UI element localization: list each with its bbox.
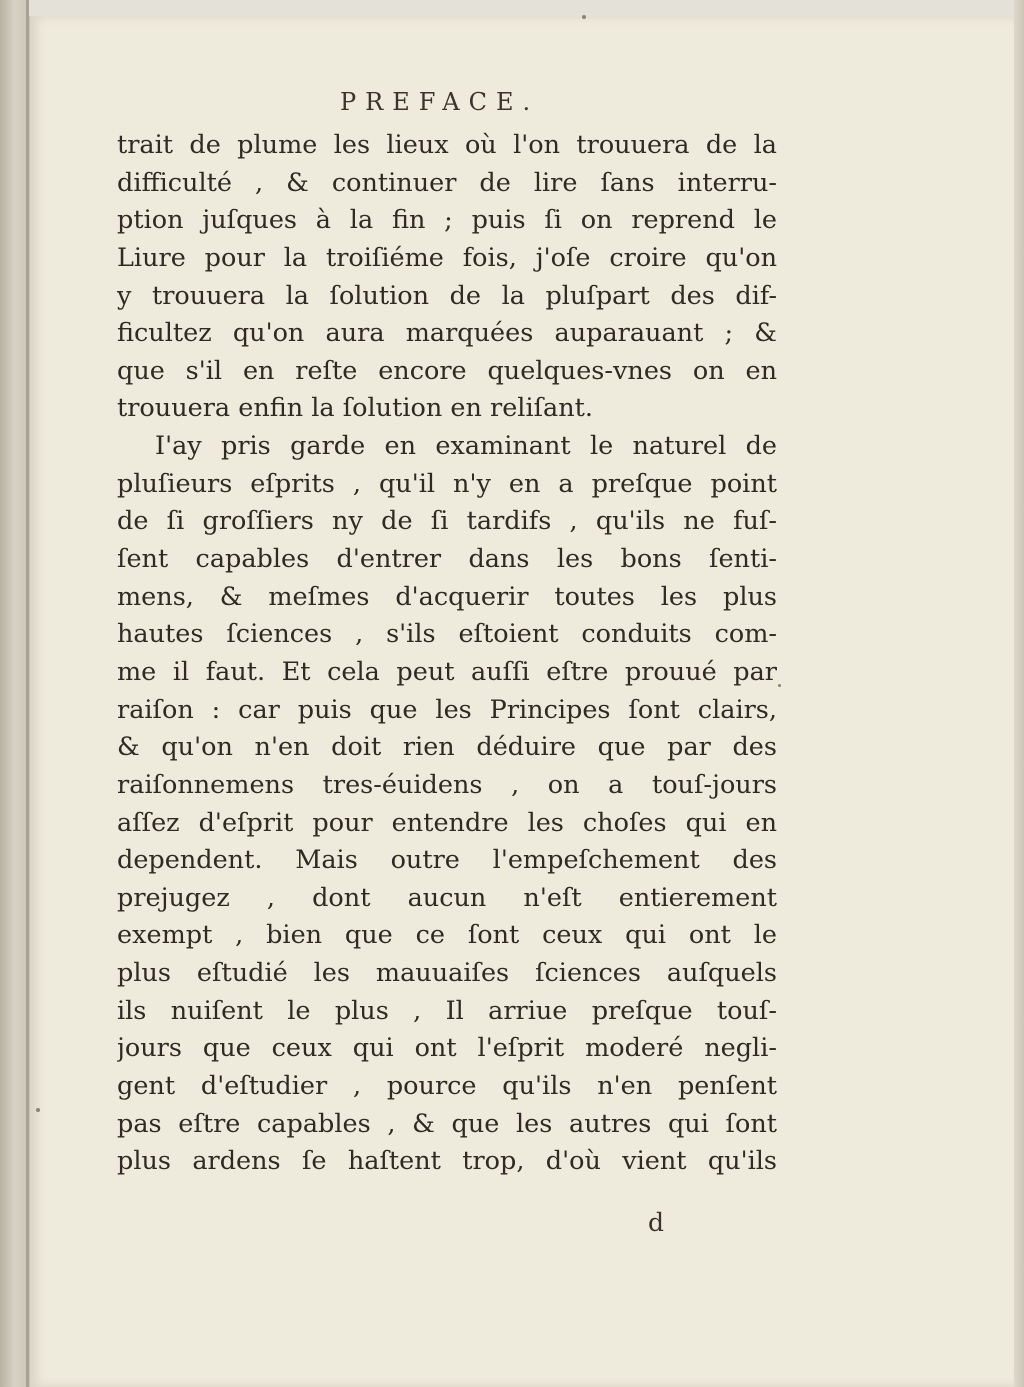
text-block bbox=[117, 127, 777, 1181]
paragraph-2 bbox=[117, 428, 777, 1181]
paper-speck bbox=[582, 15, 586, 19]
text-line: & qu'on n'en doit rien déduire que par des bbox=[117, 732, 777, 763]
text-line: ils nuiſent le plus , Il arriue preſque touſ- bbox=[117, 995, 777, 1026]
text-line: me il faut. Et cela peut auſſi eſtre prouué par bbox=[117, 656, 777, 687]
text-line: que s'il en reſte encore quelques-vnes on en bbox=[117, 355, 777, 386]
text-line: I'ay pris garde en examinant le naturel de bbox=[155, 431, 777, 462]
text-line: difficulté , & continuer de lire ſans interru- bbox=[117, 167, 777, 198]
text-line: trouuera enfin la ſolution en reliſant. bbox=[117, 393, 594, 424]
text-line: pluſieurs eſprits , qu'il n'y en a preſque point bbox=[117, 468, 777, 499]
text-line: ption juſques à la fin ; puis ſi on reprend le bbox=[117, 205, 777, 236]
text-line: y trouuera la ſolution de la pluſpart des dif- bbox=[117, 280, 777, 311]
text-line: gent d'eſtudier , pource qu'ils n'en penſent bbox=[117, 1071, 777, 1102]
text-line: pas eſtre capables , & que les autres qui ſont bbox=[117, 1108, 777, 1139]
text-line: plus eſtudié les mauuaiſes ſciences auſquels bbox=[117, 958, 777, 989]
paper-speck bbox=[778, 684, 781, 687]
text-line: raiſonnemens tres-éuidens , on a touſ-jours bbox=[117, 769, 777, 800]
page-right-edge bbox=[1014, 0, 1024, 1387]
text-line: Liure pour la troiſiéme fois, j'oſe croire qu'on bbox=[117, 242, 777, 273]
text-line: mens, & meſmes d'acquerir toutes les plus bbox=[117, 581, 777, 612]
paragraph-1 bbox=[117, 127, 777, 428]
text-line: prejugez , dont aucun n'eſt entierement bbox=[117, 882, 777, 913]
book-binding bbox=[0, 0, 26, 1387]
text-line: raiſon : car puis que les Principes ſont clairs, bbox=[117, 694, 777, 725]
signature-mark: d bbox=[648, 1208, 665, 1237]
text-line: exempt , bien que ce ſont ceux qui ont le bbox=[117, 920, 777, 951]
text-line: de ſi groſſiers ny de ſi tardifs , qu'ils ne fuſ- bbox=[117, 506, 777, 537]
text-line: hautes ſciences , s'ils eſtoient conduits com- bbox=[117, 619, 777, 650]
text-line: jours que ceux qui ont l'eſprit moderé negli- bbox=[117, 1033, 777, 1064]
paper-speck bbox=[36, 1108, 40, 1112]
text-line: aſſez d'eſprit pour entendre les choſes qui en bbox=[117, 807, 777, 838]
text-line: ficultez qu'on aura marquées auparauant ; & bbox=[117, 318, 777, 349]
text-line: trait de plume les lieux où l'on trouuera de la bbox=[117, 130, 777, 160]
text-line: dependent. Mais outre l'empeſchement des bbox=[117, 845, 777, 876]
text-line: ſent capables d'entrer dans les bons ſenti- bbox=[117, 544, 777, 575]
text-line: plus ardens ſe haſtent trop, d'où vient qu'ils bbox=[117, 1146, 777, 1177]
running-head: PREFACE. bbox=[340, 88, 540, 116]
